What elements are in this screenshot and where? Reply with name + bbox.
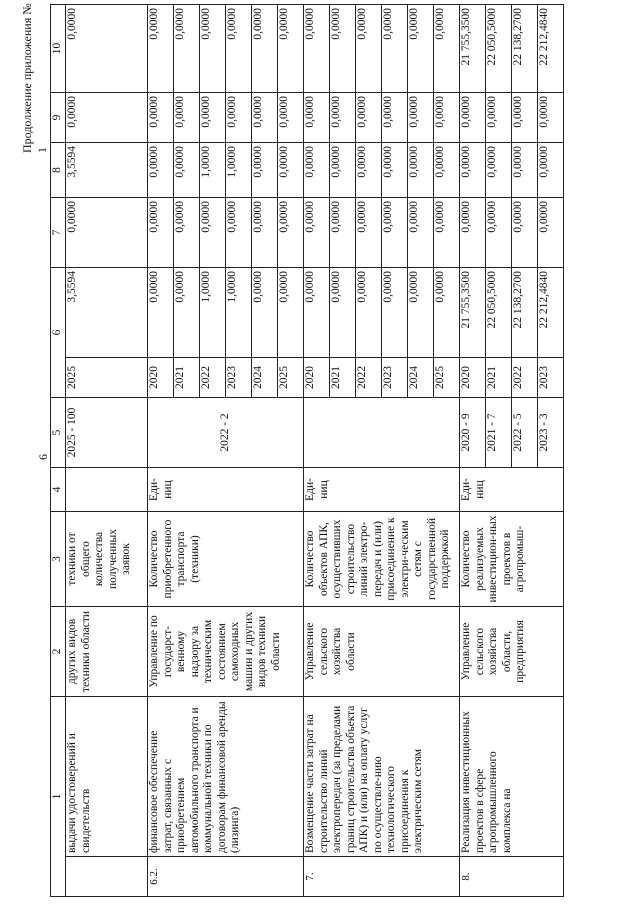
year: 2022	[200, 358, 226, 398]
column-number-row	[51, 5, 66, 897]
target-value: 2022 - 5	[512, 398, 538, 468]
value-col10: 0,0000	[66, 5, 148, 93]
value-col9: 0,0000	[252, 93, 278, 143]
value-col8: 0,0000	[512, 143, 538, 198]
table-row	[304, 5, 330, 897]
year: 2022	[512, 358, 538, 398]
value-col10: 0,0000	[174, 5, 200, 93]
total-value: 0,0000	[278, 268, 304, 358]
unit: Еди-ниц	[460, 468, 564, 512]
total-value: 0,0000	[356, 268, 382, 358]
value-col7: 0,0000	[382, 198, 408, 268]
table-row	[460, 5, 486, 897]
measure-name: выдачи удостоверений и свидетельств	[66, 697, 148, 857]
total-value: 21 755,3500	[460, 268, 486, 358]
column-header: 8	[51, 143, 66, 198]
value-col7: 0,0000	[278, 198, 304, 268]
unit	[66, 468, 148, 512]
column-header: 3	[51, 512, 66, 607]
value-col7: 0,0000	[304, 198, 330, 268]
value-col7: 0,0000	[330, 198, 356, 268]
target-value	[304, 398, 460, 468]
value-col10: 22 138,2700	[512, 5, 538, 93]
value-col10: 0,0000	[434, 5, 460, 93]
year: 2025	[66, 358, 148, 398]
value-col8: 0,0000	[174, 143, 200, 198]
value-col8: 0,0000	[408, 143, 434, 198]
value-col9: 0,0000	[278, 93, 304, 143]
value-col7: 0,0000	[200, 198, 226, 268]
value-col10: 0,0000	[408, 5, 434, 93]
value-col9: 0,0000	[226, 93, 252, 143]
value-col9: 0,0000	[408, 93, 434, 143]
value-col8: 0,0000	[252, 143, 278, 198]
indicator: Количество объектов АПК, осуществивших строительство линий электро-передач и (или) присоединение к электри-ческим сетям с государственной поддержкой	[304, 512, 460, 607]
total-value: 0,0000	[174, 268, 200, 358]
value-col8: 0,0000	[486, 143, 512, 198]
value-col9: 0,0000	[66, 93, 148, 143]
row-number: 7.	[304, 857, 460, 897]
target-value: 2025 - 100	[66, 398, 148, 468]
year: 2024	[408, 358, 434, 398]
measure-name: Реализация инвестиционных проектов в сфере агропромышленного комплекса на	[460, 697, 564, 857]
value-col9: 0,0000	[434, 93, 460, 143]
value-col7: 0,0000	[486, 198, 512, 268]
year: 2025	[434, 358, 460, 398]
value-col10: 0,0000	[278, 5, 304, 93]
value-col8: 3,5594	[66, 143, 148, 198]
value-col9: 0,0000	[356, 93, 382, 143]
table-row	[66, 5, 148, 897]
total-value: 22 050,5000	[486, 268, 512, 358]
value-col8: 0,0000	[460, 143, 486, 198]
total-value: 0,0000	[304, 268, 330, 358]
value-col10: 0,0000	[304, 5, 330, 93]
target-value: 2022 - 2	[148, 398, 304, 468]
data-table	[50, 4, 564, 897]
value-col9: 0,0000	[174, 93, 200, 143]
value-col9: 0,0000	[330, 93, 356, 143]
year: 2023	[226, 358, 252, 398]
total-value: 0,0000	[382, 268, 408, 358]
value-col7: 0,0000	[512, 198, 538, 268]
value-col8: 0,0000	[356, 143, 382, 198]
row-number: 6.2.	[148, 857, 304, 897]
target-value: 2020 - 9	[460, 398, 486, 468]
column-header: 10	[51, 5, 66, 93]
measure-name: финансовое обеспечение затрат, связанных с приобретением автомобильного транспорта и коммунальной техники по договорам финансовой аренды (лизинга)	[148, 697, 304, 857]
value-col8: 0,0000	[538, 143, 564, 198]
total-value: 0,0000	[408, 268, 434, 358]
value-col8: 1,0000	[226, 143, 252, 198]
executor: Управление сельского хозяйства области, предприятия	[460, 607, 564, 697]
value-col10: 0,0000	[382, 5, 408, 93]
total-value: 3,5594	[66, 268, 148, 358]
total-value: 0,0000	[434, 268, 460, 358]
target-value: 2023 - 3	[538, 398, 564, 468]
indicator: Количество приобретенного транспорта (техники)	[148, 512, 304, 607]
value-col10: 22 050,5000	[486, 5, 512, 93]
year: 2022	[356, 358, 382, 398]
value-col7: 0,0000	[226, 198, 252, 268]
table-row	[148, 5, 174, 897]
row-number: 8.	[460, 857, 564, 897]
year: 2021	[174, 358, 200, 398]
column-header: 7	[51, 198, 66, 268]
value-col10: 0,0000	[356, 5, 382, 93]
year: 2024	[252, 358, 278, 398]
value-col9: 0,0000	[148, 93, 174, 143]
column-header: 4	[51, 468, 66, 512]
measure-name: Возмещение части затрат на строительство линий электропередач (за пределами границ строительства объекта АПК) и (или) на оплату услуг по осуществле-нию технологического присоединения к электрическим сетям	[304, 697, 460, 857]
year: 2020	[460, 358, 486, 398]
column-header: 5	[51, 398, 66, 468]
column-header: 1	[51, 697, 66, 897]
value-col10: 21 755,3500	[460, 5, 486, 93]
value-col8: 0,0000	[278, 143, 304, 198]
value-col7: 0,0000	[174, 198, 200, 268]
unit: Еди-ниц	[304, 468, 460, 512]
value-col8: 1,0000	[200, 143, 226, 198]
value-col7: 0,0000	[408, 198, 434, 268]
value-col8: 0,0000	[304, 143, 330, 198]
value-col9: 0,0000	[512, 93, 538, 143]
year: 2025	[278, 358, 304, 398]
year: 2023	[538, 358, 564, 398]
column-header: 9	[51, 93, 66, 143]
column-header: 6	[51, 268, 66, 398]
total-value: 0,0000	[330, 268, 356, 358]
executor: других видов техники области	[66, 607, 148, 697]
continuation-label: Продолжение приложения № 1	[20, 3, 49, 153]
page-number: 6	[36, 454, 50, 460]
value-col10: 0,0000	[252, 5, 278, 93]
value-col9: 0,0000	[200, 93, 226, 143]
value-col7: 0,0000	[148, 198, 174, 268]
value-col7: 0,0000	[460, 198, 486, 268]
total-value: 22 138,2700	[512, 268, 538, 358]
value-col10: 0,0000	[148, 5, 174, 93]
year: 2020	[304, 358, 330, 398]
column-header: 2	[51, 607, 66, 697]
value-col10: 0,0000	[330, 5, 356, 93]
value-col7: 0,0000	[538, 198, 564, 268]
value-col9: 0,0000	[538, 93, 564, 143]
value-col9: 0,0000	[486, 93, 512, 143]
value-col7: 0,0000	[66, 198, 148, 268]
value-col7: 0,0000	[252, 198, 278, 268]
value-col9: 0,0000	[460, 93, 486, 143]
year: 2020	[148, 358, 174, 398]
value-col8: 0,0000	[148, 143, 174, 198]
target-value: 2021 - 7	[486, 398, 512, 468]
unit: Еди-ниц	[148, 468, 304, 512]
value-col7: 0,0000	[356, 198, 382, 268]
row-number	[66, 857, 148, 897]
total-value: 0,0000	[148, 268, 174, 358]
total-value: 22 212,4840	[538, 268, 564, 358]
value-col8: 0,0000	[382, 143, 408, 198]
value-col10: 22 212,4840	[538, 5, 564, 93]
executor: Управление сельского хозяйства области	[304, 607, 460, 697]
indicator: Количество реализуемых инвестицион-ных проектов в агропромыш-	[460, 512, 564, 607]
total-value: 1,0000	[200, 268, 226, 358]
year: 2023	[382, 358, 408, 398]
value-col8: 0,0000	[434, 143, 460, 198]
indicator: техники от общего количества полученных заявок	[66, 512, 148, 607]
value-col10: 0,0000	[226, 5, 252, 93]
year: 2021	[330, 358, 356, 398]
executor: Управление по государст-венному надзору за техническим состоянием самоходных машин и других видов техники области	[148, 607, 304, 697]
year: 2021	[486, 358, 512, 398]
value-col9: 0,0000	[304, 93, 330, 143]
value-col9: 0,0000	[382, 93, 408, 143]
value-col7: 0,0000	[434, 198, 460, 268]
total-value: 1,0000	[226, 268, 252, 358]
value-col10: 0,0000	[200, 5, 226, 93]
total-value: 0,0000	[252, 268, 278, 358]
value-col8: 0,0000	[330, 143, 356, 198]
